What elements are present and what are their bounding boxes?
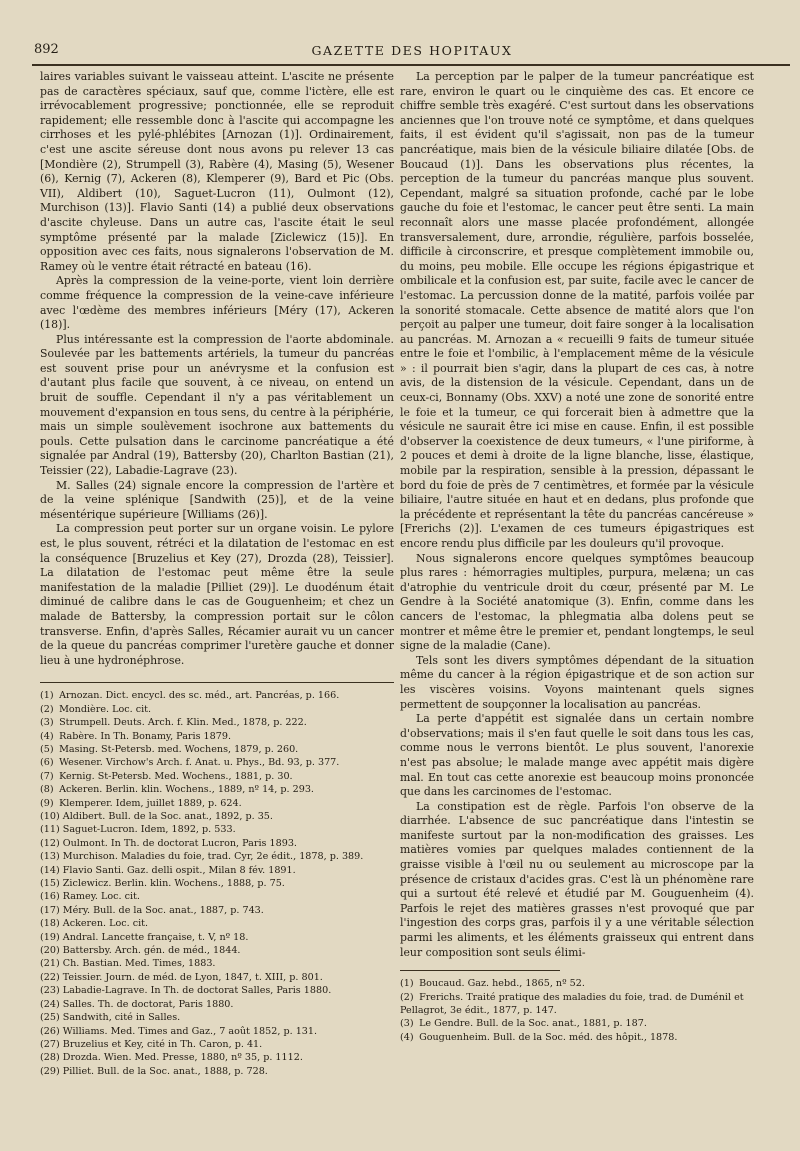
footnote bbox=[40, 931, 394, 944]
footnote bbox=[40, 756, 394, 769]
footnote-text: Rabère. In Th. Bonamy, Paris 1879. bbox=[59, 730, 232, 742]
footnote-text: Ch. Bastian. Med. Times, 1883. bbox=[62, 958, 216, 970]
footnote-text: Ziclewicz. Berlin. klin. Wochens., 1888, p. 75. bbox=[62, 878, 285, 890]
footnote-number: (18) bbox=[40, 918, 60, 930]
footnote-text: Masing. St-Petersb. med. Wochens, 1879, p. 260. bbox=[59, 743, 299, 755]
footnote bbox=[400, 1017, 754, 1030]
footnote-text: Strumpell. Deuts. Arch. f. Klin. Med., 1878, p. 222. bbox=[59, 717, 307, 729]
footnote bbox=[40, 890, 394, 903]
footnote-number: (19) bbox=[40, 931, 60, 943]
page-number: 892 bbox=[34, 42, 59, 57]
footnote-text: Ramey. Loc. cit. bbox=[62, 891, 140, 903]
footnote-number: (9) bbox=[40, 797, 54, 809]
footnote bbox=[40, 783, 394, 796]
footnote-number: (21) bbox=[40, 958, 60, 970]
footnote bbox=[40, 984, 394, 997]
footnote-text: Salles. Th. de doctorat, Paris 1880. bbox=[62, 998, 234, 1010]
footnote-number: (26) bbox=[40, 1025, 60, 1037]
footnote-number: (3) bbox=[40, 717, 54, 729]
footnote-number: (12) bbox=[40, 837, 60, 849]
footnote-text: Ackeren. Berlin. klin. Wochens., 1889, nº 14, p. 293. bbox=[59, 784, 314, 796]
footnote-number: (24) bbox=[40, 998, 60, 1010]
footnote bbox=[40, 1025, 394, 1038]
footnote-text: Ackeren. Loc. cit. bbox=[62, 918, 149, 930]
footnote bbox=[40, 917, 394, 930]
footnote-text: Le Gendre. Bull. de la Soc. anat., 1881, p. 187. bbox=[419, 1018, 647, 1030]
footnote-number: (1) bbox=[40, 690, 54, 702]
footnote bbox=[40, 864, 394, 877]
footnote-number: (20) bbox=[40, 945, 60, 957]
footnote bbox=[40, 730, 394, 743]
footnote-rule bbox=[40, 682, 394, 683]
footnote-number: (2) bbox=[400, 991, 414, 1003]
footnote-number: (23) bbox=[40, 985, 60, 997]
footnote bbox=[40, 689, 394, 702]
footnote bbox=[40, 823, 394, 836]
footnote-text: Wesener. Virchow's Arch. f. Anat. u. Phys., Bd. 93, p. 377. bbox=[59, 757, 340, 769]
footnote bbox=[40, 998, 394, 1011]
footnote bbox=[40, 716, 394, 729]
footnote-number: (10) bbox=[40, 811, 60, 822]
footnote-number: (27) bbox=[40, 1038, 60, 1050]
footnote-text: Pilliet. Bull. de la Soc. anat., 1888, p. 728. bbox=[62, 1065, 268, 1077]
footnote-text: Teissier. Journ. de méd. de Lyon, 1847, t. XIII, p. 801. bbox=[62, 971, 323, 983]
journal-title: GAZETTE DES HOPITAUX bbox=[311, 43, 513, 58]
paragraph: Tels sont les divers symptômes dépendant de la situation même du cancer à la région épigastrique et de son action sur les viscères voisins. Voyons maintenant quels signes permettent de soupçonner la localisation au pancréas. bbox=[400, 653, 754, 711]
footnote-text: Labadie-Lagrave. In Th. de doctorat Salles, Paris 1880. bbox=[62, 985, 332, 997]
footnote-number: (4) bbox=[40, 730, 54, 742]
footnote-text: Gouguenheim. Bull. de la Soc. méd. des hôpit., 1878. bbox=[419, 1031, 678, 1043]
footnote-text: Murchison. Maladies du foie, trad. Cyr, 2e édit., 1878, p. 389. bbox=[62, 851, 364, 863]
footnote-text: Aldibert. Bull. de la Soc. anat., 1892, p. 35. bbox=[62, 811, 273, 822]
footnote-text: Méry. Bull. de la Soc. anat., 1887, p. 743. bbox=[62, 904, 264, 916]
footnote-text: Arnozan. Dict. encycl. des sc. méd., art. Pancréas, p. 166. bbox=[59, 690, 340, 702]
footnote-text: Kernig. St-Petersb. Med. Wochens., 1881, p. 30. bbox=[59, 770, 293, 782]
footnote-text: Bruzelius et Key, cité in Th. Caron, p. 41. bbox=[62, 1038, 263, 1050]
footnote-number: (25) bbox=[40, 1012, 60, 1024]
paragraph: Plus intéressante est la compression de l'aorte abdominale. Soulevée par les battements artériels, la tumeur du pancréas est souvent prise pour un anévrysme et la confusion est d'autant plus facile que souvent, à ce niveau, on entend un bruit de souffle. Cependant il n'y a pas véritablement un mouvement d'expansion en tous sens, du centre à la périphérie, mais un simple soulèvement isochrone aux battements du pouls. Cette pulsation dans le carcinome pancréatique a été signalée par Andral (19), Battersby (20), Charlton Bastian (21), Teissier (22), Labadie-Lagrave (23). bbox=[40, 332, 394, 478]
footnote-number: (14) bbox=[40, 864, 60, 876]
right-column-text bbox=[400, 70, 754, 960]
header-rule bbox=[32, 64, 790, 66]
footnote bbox=[40, 850, 394, 863]
paragraph: La constipation est de règle. Parfois l'on observe de la diarrhée. L'absence de suc pancréatique dans l'intestin se manifeste surtout par la non-modification des graisses. Les matières vomies par quelques malades contiennent de la graisse visible à l'œil nu ou seulement au microscope par la présence de cristaux d'acides gras. C'est là un phénomène rare qui a surtout été relevé et étudié par M. Gouguenheim (4). Parfois le rejet des matières grasses n'est provoqué que par l'ingestion des corps gras, parfois il y a une véritable sélection parmi les aliments, et les éléments graisseux qui entrent dans leur composition sont seuls élimi- bbox=[400, 799, 754, 959]
footnote-number: (29) bbox=[40, 1065, 60, 1077]
footnote-number: (22) bbox=[40, 971, 60, 983]
footnote bbox=[40, 944, 394, 957]
right-footnotes bbox=[400, 977, 754, 1044]
footnote-text: Frerichs. Traité pratique des maladies du foie, trad. de Duménil et Pellagrot, 3e édit., 1877, p. 147. bbox=[400, 991, 744, 1017]
footnote bbox=[40, 1011, 394, 1024]
footnote bbox=[40, 877, 394, 890]
footnote-number: (3) bbox=[400, 1018, 414, 1030]
left-column-text bbox=[40, 70, 394, 668]
footnote-number: (1) bbox=[400, 978, 414, 990]
footnote bbox=[400, 977, 754, 990]
footnote-number: (13) bbox=[40, 851, 60, 863]
footnote-text: Battersby. Arch. gén. de méd., 1844. bbox=[62, 945, 241, 957]
footnote-text: Oulmont. In Th. de doctorat Lucron, Paris 1893. bbox=[62, 837, 297, 849]
footnote-number: (15) bbox=[40, 878, 60, 890]
footnote-text: Saguet-Lucron. Idem, 1892, p. 533. bbox=[62, 824, 236, 836]
footnote-text: Klemperer. Idem, juillet 1889, p. 624. bbox=[59, 797, 242, 809]
left-column bbox=[40, 70, 394, 1078]
paragraph: La compression peut porter sur un organe voisin. Le pylore est, le plus souvent, rétréci et la dilatation de l'estomac en est la conséquence [Bruzelius et Key (27), Drozda (28), Teissier]. La dilatation de l'estomac peut même être la seule manifestation de la maladie [Pilliet (29)]. Le duodénum était diminué de calibre dans le cas de Gouguenheim; et chez un malade de Battersby, la compression portait sur le côlon transverse. Enfin, d'après Salles, Récamier aurait vu un cancer de la queue du pancréas comprimer l'uretère gauche et donner lieu à une hydronéphrose. bbox=[40, 522, 394, 667]
footnote-number: (7) bbox=[40, 770, 54, 782]
footnote-rule bbox=[400, 970, 560, 971]
footnote-text: Boucaud. Gaz. hebd., 1865, nº 52. bbox=[419, 978, 585, 990]
footnote-number: (28) bbox=[40, 1052, 60, 1064]
paragraph: M. Salles (24) signale encore la compression de l'artère et de la veine splénique [Sandwith (25)], et de la veine mésentérique supérieure [Williams (26)]. bbox=[40, 478, 394, 521]
footnote-text: Mondière. Loc. cit. bbox=[59, 703, 152, 715]
paragraph: La perte d'appétit est signalée dans un certain nombre d'observations; mais il s'en faut quelle le soit dans tous les cas, comme nous le verrons bientôt. Le plus souvent, l'anorexie n'est pas absolue; le malade mange avec appétit mais digère mal. En tout cas cette anorexie est beaucoup moins prononcée que dans les carcinomes de l'estomac. bbox=[400, 712, 754, 799]
footnote-number: (5) bbox=[40, 743, 54, 755]
footnote bbox=[40, 703, 394, 716]
footnote-text: Flavio Santi. Gaz. delli ospit., Milan 8 fév. 1891. bbox=[62, 864, 296, 876]
paragraph: Nous signalerons encore quelques symptômes beaucoup plus rares : hémorragies multiples, purpura, melæna; un cas d'atrophie du ventricule droit du cœur, présenté par M. Le Gendre à la Société anatomique (3). Enfin, comme dans les cancers de l'estomac, la phlegmatia alba dolens peut se montrer et même être le premier et, pendant longtemps, le seul signe de la maladie (Cane). bbox=[400, 551, 754, 653]
footnote-text: Williams. Med. Times and Gaz., 7 août 1852, p. 131. bbox=[62, 1025, 318, 1037]
footnote bbox=[40, 770, 394, 783]
footnote-text: Sandwith, cité in Salles. bbox=[62, 1012, 181, 1024]
paragraph: Après la compression de la veine-porte, vient loin derrière comme fréquence la compression de la veine-cave inférieure avec l'œdème des membres inférieurs [Méry (17), Ackeren (18)]. bbox=[40, 274, 394, 332]
footnote-text: Andral. Lancette française, t. V, nº 18. bbox=[62, 931, 249, 943]
footnote bbox=[400, 1031, 754, 1044]
left-footnotes bbox=[40, 689, 394, 1078]
footnote bbox=[40, 797, 394, 810]
footnote-number: (8) bbox=[40, 784, 54, 796]
page-header bbox=[34, 40, 790, 62]
paragraph: La perception par le palper de la tumeur pancréatique est rare, environ le quart ou le cinquième des cas. Et encore ce chiffre semble très exagéré. C'est surtout dans les observations anciennes que l'on trouve noté ce symptôme, et dans quelques faits, il est évident qu'il s'agissait, non pas de la tumeur pancréatique, mais bien de la vésicule biliaire dilatée [Obs. de Boucaud (1)]. Dans les observations plus récentes, la perception de la tumeur du pancréas manque plus souvent. Cependant, malgré sa situation profonde, caché par le lobe gauche du foie et l'estomac, le cancer peut être senti. La main reconnaît alors une masse placée profondément, allongée transversalement, dure, arrondie, régulière, parfois bosselée, difficile à circonscrire, et presque complètement immobile ou, du moins, peu mobile. Elle occupe les régions épigastrique et ombilicale et la confusion est, par suite, facile avec le cancer de l'estomac. La percussion donne de la matité, parfois voilée par la sonorité stomacale. Cette absence de matité alors que l'on perçoit au palper une tumeur, doit faire songer à la localisation au pancréas. M. Arnozan a « recueilli 9 faits de tumeur située entre le foie et l'ombilic, à l'emplacement même de la vésicule » : il pourrait bien s'agir, dans la plupart de ces cas, à notre avis, de la distension de la vésicule. Cependant, dans un de ceux-ci, Bonnamy (Obs. XXV) a noté une zone de sonorité entre le foie et la tumeur, ce qui forcerait bien à admettre que la vésicule ne saurait être ici mise en cause. Enfin, il est possible d'observer la coexistence de deux tumeurs, « l'une piriforme, à 2 pouces et demi à droite de la ligne blanche, lisse, élastique, mobile par la respiration, sensible à la pression, dépassant le bord du foie de près de 7 centimètres, et formée par la vésicule biliaire, l'autre située en haut et en dedans, plus profonde que la précédente et représentant la tête du pancréas cancéreuse » [Frerichs (2)]. L'examen de ces tumeurs épigastriques est encore rendu plus difficile par les douleurs qu'il provoque. bbox=[400, 70, 754, 550]
footnote bbox=[40, 1051, 394, 1064]
footnote-number: (17) bbox=[40, 904, 60, 916]
footnote-number: (4) bbox=[400, 1031, 414, 1043]
footnote-number: (6) bbox=[40, 757, 54, 769]
footnote bbox=[40, 904, 394, 917]
footnote bbox=[400, 991, 754, 1018]
footnote bbox=[40, 743, 394, 756]
footnote bbox=[40, 810, 394, 823]
footnote bbox=[40, 1038, 394, 1051]
footnote bbox=[40, 957, 394, 970]
footnote bbox=[40, 837, 394, 850]
footnote bbox=[40, 971, 394, 984]
footnote-number: (11) bbox=[40, 824, 60, 836]
footnote-number: (16) bbox=[40, 891, 60, 903]
right-column bbox=[400, 70, 754, 1044]
footnote-text: Drozda. Wien. Med. Presse, 1880, nº 35, p. 1112. bbox=[62, 1052, 303, 1064]
footnote bbox=[40, 1065, 394, 1078]
paragraph: laires variables suivant le vaisseau atteint. L'ascite ne présente pas de caractères spéciaux, sauf que, comme l'ictère, elle est irrévocablement progressive; ponctionnée, elle se reproduit rapidement; elle ressemble donc à l'ascite qui accompagne les cirrhoses et les pylé-phlébites [Arnozan (1)]. Ordinairement, c'est une ascite séreuse dont nous avons pu relever 13 cas [Mondière (2), Strumpell (3), Rabère (4), Masing (5), Wesener (6), Kernig (7), Ackeren (8), Klemperer (9), Bard et Pic (Obs. VII), Aldibert (10), Saguet-Lucron (11), Oulmont (12), Murchison (13)]. Flavio Santi (14) a publié deux observations d'ascite chyleuse. Dans un autre cas, l'ascite était le seul symptôme présenté par la malade [Ziclewicz (15)]. En opposition avec ces faits, nous signalerons l'observation de M. Ramey où le ventre était rétracté en bateau (16). bbox=[40, 70, 394, 273]
footnote-number: (2) bbox=[40, 703, 54, 715]
